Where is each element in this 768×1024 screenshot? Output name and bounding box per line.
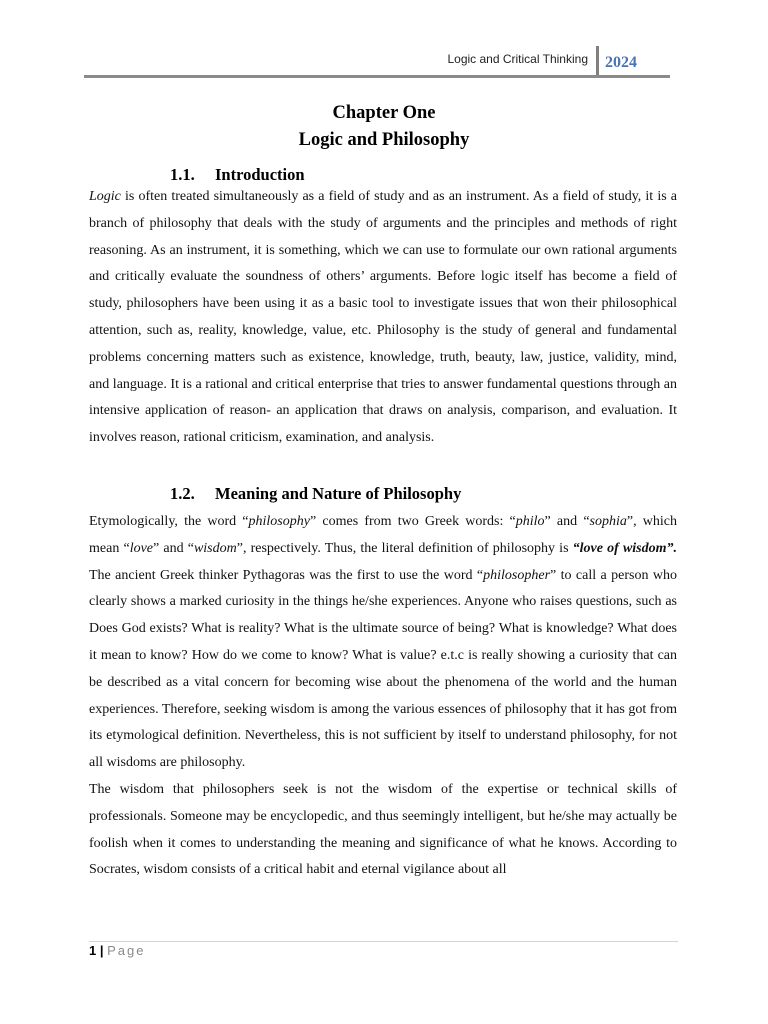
section-heading-meaning xyxy=(170,484,461,504)
chapter-number: Chapter One xyxy=(332,103,436,123)
meaning-paragraph-2: The wisdom that philosophers seek is not the wisdom of the expertise or technical skills of professionals. Someone may be encyclopedic, and thus seemingly intelligent, but he/she may actually be foolish when it comes to understanding the meaning and significance of what he knows. According to Socrates, wisdom consists of a critical habit and eternal vigilance about all xyxy=(89,781,677,878)
intro-lead-word: Logic xyxy=(89,189,121,204)
bold-italic-term: “love of wisdom”. xyxy=(572,540,678,556)
italic-term: love xyxy=(129,540,154,556)
header-year: 2024 xyxy=(596,46,637,78)
footer-divider xyxy=(89,941,678,942)
meaning-section-body xyxy=(89,509,677,884)
page-header xyxy=(84,44,670,78)
text-run: Etymologically, the word “ xyxy=(89,514,249,529)
section-title: Introduction xyxy=(215,165,305,184)
text-run: ” and “ xyxy=(153,540,194,556)
header-divider xyxy=(84,75,670,78)
page-label: Page xyxy=(107,943,146,958)
italic-term: philosopher xyxy=(483,567,551,583)
chapter-title: Logic and Philosophy xyxy=(298,130,470,150)
page-footer xyxy=(89,943,145,958)
section-number: 1.1. xyxy=(170,165,195,184)
page-number: 1 xyxy=(89,943,97,958)
text-run: ” and “ xyxy=(544,514,590,529)
section-number: 1.2. xyxy=(170,484,195,503)
text-run: ”, which mean “ xyxy=(89,514,677,556)
intro-text: is often treated simultaneously as a field of study and as an instrument. As a field of study, it is a branch of philosophy that deals with the study of arguments and the principles and methods of right reasoning. As an instrument, it is something, which we can use to formulate our own rational arguments and critically evaluate the soundness of others’ arguments. Before logic itself has become a field of study, philosophers have been using it as a basic tool to investigate issues that won their philosophical attention, such as, reality, knowledge, value, etc. Philosophy is the study of general and fundamental problems concerning matters such as existence, knowledge, truth, beauty, law, justice, validity, mind, and language. It is a rational and critical enterprise that tries to answer fundamental questions through an intensive application of reason- an application that draws on analysis, comparison, and evaluation. It involves reason, rational criticism, examination, and analysis. xyxy=(89,189,677,446)
italic-term: sophia xyxy=(589,514,627,529)
meaning-paragraph-1 xyxy=(89,509,677,777)
text-run: The ancient Greek thinker Pythagoras was the first to use the word “ xyxy=(89,567,484,583)
intro-paragraph xyxy=(89,184,677,452)
italic-term: philo xyxy=(515,514,545,529)
text-run: ” comes from two Greek words: “ xyxy=(309,514,516,529)
footer-separator: | xyxy=(96,943,108,958)
italic-term: wisdom xyxy=(193,540,237,556)
italic-term: philosophy xyxy=(248,514,310,529)
text-run: ”, respectively. Thus, the literal definition of philosophy is xyxy=(236,540,573,556)
section-title: Meaning and Nature of Philosophy xyxy=(215,484,462,503)
header-title: Logic and Critical Thinking xyxy=(447,52,588,66)
text-run: ” to call a person who clearly shows a marked curiosity in the things he/she experiences. Anyone who raises questions, such as Does God exists? What is reality? What is the ultimate source of being? What is knowledge? What does it mean to know? How do we come to know? What is value? e.t.c is really showing a curiosity that can be described as a vital concern for becoming wise about the phenomena of the world and the human experiences. Therefore, seeking wisdom is among the various essences of philosophy that it has got from its etymological definition. Nevertheless, this is not sufficient by itself to understand philosophy, for not all wisdoms are philosophy. xyxy=(89,567,677,771)
section-heading-introduction xyxy=(170,165,305,185)
